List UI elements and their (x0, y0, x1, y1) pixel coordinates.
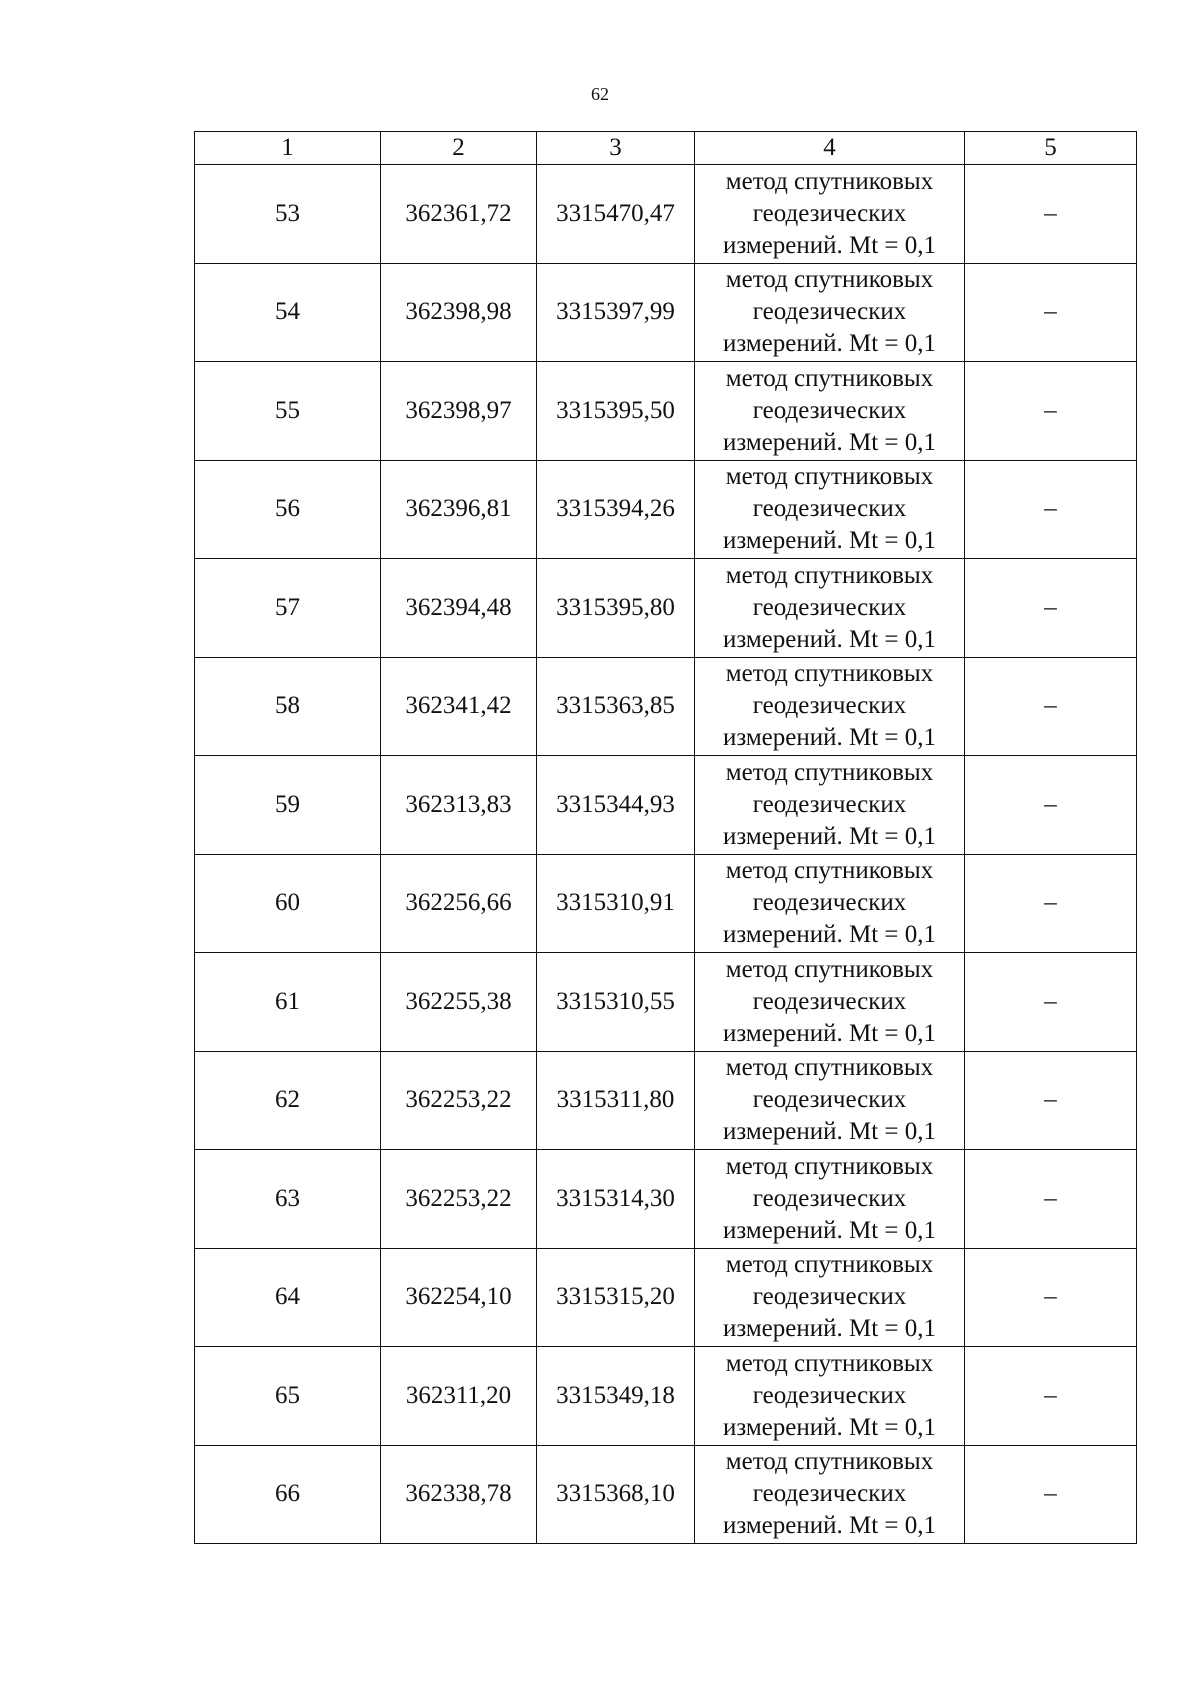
note-cell: – (965, 953, 1137, 1052)
table-row (195, 756, 1137, 855)
method-line: геодезических (752, 987, 907, 1015)
y-coordinate-cell: 3315363,85 (537, 657, 695, 756)
note-cell: – (965, 1248, 1137, 1347)
method-cell (695, 953, 965, 1052)
point-number-cell: 60 (195, 854, 381, 953)
method-cell (695, 559, 965, 658)
y-coordinate-cell: 3315394,26 (537, 460, 695, 559)
note-cell: – (965, 263, 1137, 362)
y-coordinate-cell: 3315344,93 (537, 756, 695, 855)
point-number-cell: 63 (195, 1150, 381, 1249)
method-line: измерений. Mt = 0,1 (722, 231, 937, 259)
point-number-cell: 62 (195, 1051, 381, 1150)
method-line: измерений. Mt = 0,1 (722, 724, 937, 752)
method-line: измерений. Mt = 0,1 (722, 1118, 937, 1146)
method-cell (695, 854, 965, 953)
method-line: измерений. Mt = 0,1 (722, 625, 937, 653)
method-line: геодезических (752, 298, 907, 326)
y-coordinate-cell: 3315311,80 (537, 1051, 695, 1150)
header-col-2: 2 (381, 132, 537, 165)
method-line: геодезических (752, 396, 907, 424)
table-row (195, 165, 1137, 264)
x-coordinate-cell: 362338,78 (381, 1445, 537, 1544)
method-line: измерений. Mt = 0,1 (722, 1512, 937, 1540)
method-line: геодезических (752, 199, 907, 227)
header-col-5: 5 (965, 132, 1137, 165)
x-coordinate-cell: 362311,20 (381, 1347, 537, 1446)
method-cell (695, 362, 965, 461)
note-cell: – (965, 1445, 1137, 1544)
table-row (195, 1248, 1137, 1347)
method-line: метод спутниковых (725, 167, 934, 195)
table-row (195, 657, 1137, 756)
point-number-cell: 54 (195, 263, 381, 362)
method-line: метод спутниковых (725, 266, 934, 294)
header-col-3: 3 (537, 132, 695, 165)
method-line: геодезических (752, 593, 907, 621)
x-coordinate-cell: 362254,10 (381, 1248, 537, 1347)
method-line: метод спутниковых (725, 561, 934, 589)
table-row (195, 1445, 1137, 1544)
method-line: измерений. Mt = 0,1 (722, 1413, 937, 1441)
method-cell (695, 1150, 965, 1249)
x-coordinate-cell: 362394,48 (381, 559, 537, 658)
method-line: геодезических (752, 1184, 907, 1212)
method-line: геодезических (752, 495, 907, 523)
y-coordinate-cell: 3315395,50 (537, 362, 695, 461)
point-number-cell: 59 (195, 756, 381, 855)
note-cell: – (965, 854, 1137, 953)
method-line: метод спутниковых (725, 1152, 934, 1180)
table-row (195, 362, 1137, 461)
x-coordinate-cell: 362256,66 (381, 854, 537, 953)
method-cell (695, 165, 965, 264)
table-row (195, 1347, 1137, 1446)
x-coordinate-cell: 362255,38 (381, 953, 537, 1052)
point-number-cell: 66 (195, 1445, 381, 1544)
method-line: геодезических (752, 889, 907, 917)
y-coordinate-cell: 3315310,91 (537, 854, 695, 953)
method-line: геодезических (752, 790, 907, 818)
note-cell: – (965, 362, 1137, 461)
method-line: метод спутниковых (725, 758, 934, 786)
note-cell: – (965, 756, 1137, 855)
table-row (195, 460, 1137, 559)
x-coordinate-cell: 362396,81 (381, 460, 537, 559)
method-line: измерений. Mt = 0,1 (722, 822, 937, 850)
method-cell (695, 1445, 965, 1544)
method-line: метод спутниковых (725, 1349, 934, 1377)
method-cell (695, 1347, 965, 1446)
note-cell: – (965, 1150, 1137, 1249)
y-coordinate-cell: 3315397,99 (537, 263, 695, 362)
x-coordinate-cell: 362253,22 (381, 1051, 537, 1150)
method-line: метод спутниковых (725, 660, 934, 688)
table-row (195, 1051, 1137, 1150)
y-coordinate-cell: 3315368,10 (537, 1445, 695, 1544)
y-coordinate-cell: 3315310,55 (537, 953, 695, 1052)
table-row (195, 854, 1137, 953)
table-row (195, 263, 1137, 362)
header-col-4: 4 (695, 132, 965, 165)
method-line: измерений. Mt = 0,1 (722, 1019, 937, 1047)
method-line: геодезических (752, 1086, 907, 1114)
method-line: метод спутниковых (725, 463, 934, 491)
note-cell: – (965, 559, 1137, 658)
method-line: геодезических (752, 1480, 907, 1508)
note-cell: – (965, 657, 1137, 756)
x-coordinate-cell: 362398,97 (381, 362, 537, 461)
coordinates-table (194, 131, 1137, 1544)
point-number-cell: 56 (195, 460, 381, 559)
method-line: измерений. Mt = 0,1 (722, 1315, 937, 1343)
method-line: метод спутниковых (725, 364, 934, 392)
header-col-1: 1 (195, 132, 381, 165)
point-number-cell: 53 (195, 165, 381, 264)
table-row (195, 953, 1137, 1052)
y-coordinate-cell: 3315349,18 (537, 1347, 695, 1446)
x-coordinate-cell: 362361,72 (381, 165, 537, 264)
method-cell (695, 263, 965, 362)
x-coordinate-cell: 362398,98 (381, 263, 537, 362)
method-line: измерений. Mt = 0,1 (722, 428, 937, 456)
method-line: метод спутниковых (725, 1251, 934, 1279)
point-number-cell: 57 (195, 559, 381, 658)
method-line: измерений. Mt = 0,1 (722, 921, 937, 949)
note-cell: – (965, 460, 1137, 559)
method-cell (695, 460, 965, 559)
method-line: метод спутниковых (725, 1448, 934, 1476)
method-cell (695, 756, 965, 855)
y-coordinate-cell: 3315315,20 (537, 1248, 695, 1347)
page-number: 62 (591, 84, 609, 104)
table-header (195, 132, 1137, 165)
y-coordinate-cell: 3315470,47 (537, 165, 695, 264)
method-cell (695, 657, 965, 756)
header-row (195, 132, 1137, 165)
method-line: измерений. Mt = 0,1 (722, 527, 937, 555)
method-line: измерений. Mt = 0,1 (722, 1216, 937, 1244)
y-coordinate-cell: 3315314,30 (537, 1150, 695, 1249)
x-coordinate-cell: 362313,83 (381, 756, 537, 855)
method-line: геодезических (752, 692, 907, 720)
table-body (195, 165, 1137, 1544)
method-line: метод спутниковых (725, 955, 934, 983)
point-number-cell: 64 (195, 1248, 381, 1347)
note-cell: – (965, 165, 1137, 264)
y-coordinate-cell: 3315395,80 (537, 559, 695, 658)
method-line: измерений. Mt = 0,1 (722, 330, 937, 358)
x-coordinate-cell: 362341,42 (381, 657, 537, 756)
table-row (195, 1150, 1137, 1249)
method-line: геодезических (752, 1381, 907, 1409)
point-number-cell: 58 (195, 657, 381, 756)
method-cell (695, 1051, 965, 1150)
note-cell: – (965, 1347, 1137, 1446)
method-line: геодезических (752, 1283, 907, 1311)
method-line: метод спутниковых (725, 1054, 934, 1082)
method-line: метод спутниковых (725, 857, 934, 885)
note-cell: – (965, 1051, 1137, 1150)
point-number-cell: 61 (195, 953, 381, 1052)
method-cell (695, 1248, 965, 1347)
point-number-cell: 65 (195, 1347, 381, 1446)
x-coordinate-cell: 362253,22 (381, 1150, 537, 1249)
point-number-cell: 55 (195, 362, 381, 461)
table-row (195, 559, 1137, 658)
